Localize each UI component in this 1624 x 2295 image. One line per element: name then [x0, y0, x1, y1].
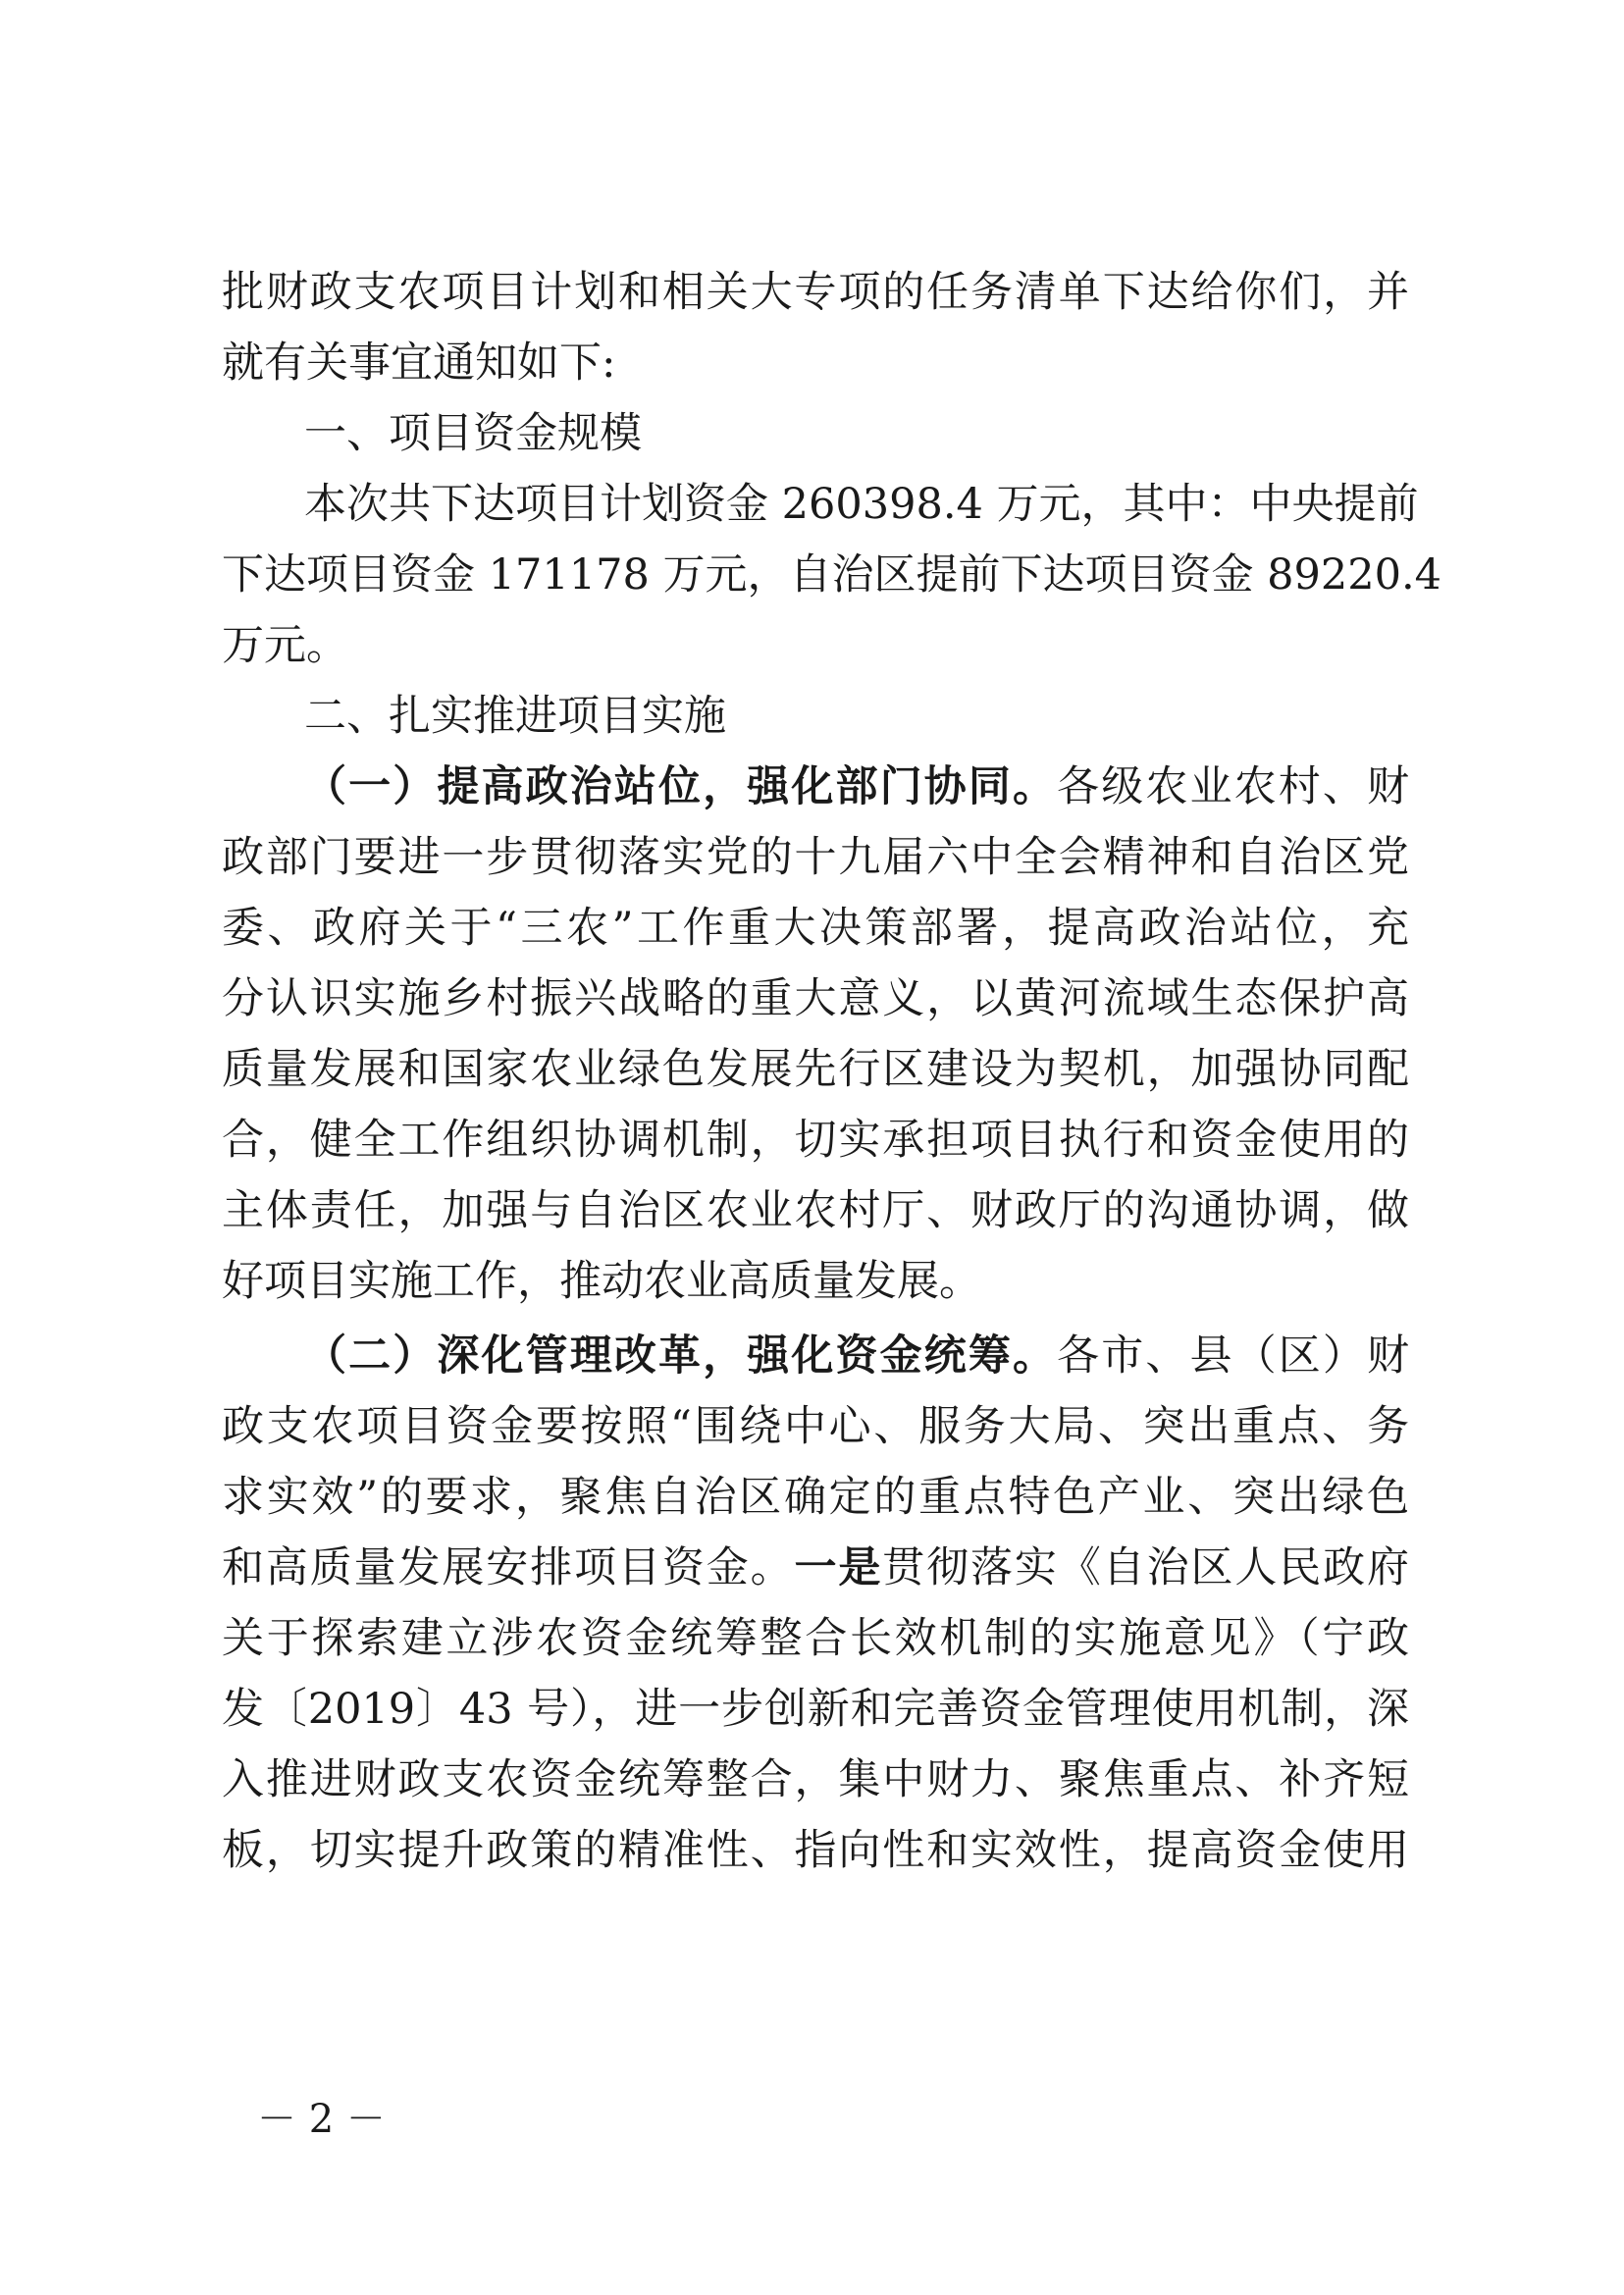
paragraph-line: 板，切实提升政策的精准性、指向性和实效性，提高资金使用 — [222, 1826, 1409, 1875]
paragraph-line: 批财政支农项目计划和相关大专项的任务清单下达给你们，并 — [222, 268, 1409, 317]
paragraph-line: 关于探索建立涉农资金统筹整合长效机制的实施意见》（宁政 — [222, 1614, 1409, 1663]
subsection-line-2 — [304, 1321, 1409, 1391]
subsection-title-2: （二）深化管理改革，强化资金统筹。 — [304, 1331, 1058, 1381]
paragraph-line: 委、政府关于“三农”工作重大决策部署，提高政治站位，充 — [222, 904, 1409, 953]
paragraph-line: 入推进财政支农资金统筹整合，集中财力、聚焦重点、补齐短 — [222, 1755, 1409, 1804]
paragraph-line: 好项目实施工作，推动农业高质量发展。 — [222, 1257, 981, 1306]
paragraph-line: 就有关事宜通知如下: — [222, 339, 616, 388]
paragraph-line: 发〔2019〕43 号），进一步创新和完善资金管理使用机制，深 — [222, 1685, 1409, 1734]
paragraph-text: 和高质量发展安排项目资金。 — [222, 1543, 795, 1592]
paragraph-line: 主体责任，加强与自治区农业农村厅、财政厅的沟通协调，做 — [222, 1186, 1409, 1235]
paragraph-text: 各级农业农村、财 — [1057, 762, 1409, 811]
paragraph-line: 求实效”的要求，聚焦自治区确定的重点特色产业、突出绿色 — [222, 1473, 1409, 1522]
paragraph-text: 贯彻落实《自治区人民政府 — [882, 1543, 1410, 1592]
subsection-title-1: （一）提高政治站位，强化部门协同。 — [304, 762, 1058, 811]
paragraph-text: 各市、县（区）财 — [1057, 1331, 1409, 1381]
paragraph-line: 合，健全工作组织协调机制，切实承担项目执行和资金使用的 — [222, 1116, 1409, 1165]
emphasis-lead: 一是 — [794, 1543, 883, 1592]
paragraph-line: 质量发展和国家农业绿色发展先行区建设为契机，加强协同配 — [222, 1045, 1409, 1094]
paragraph-line: 本次共下达项目计划资金 260398.4 万元，其中：中央提前 — [304, 480, 1419, 529]
page-number: － 2 － — [257, 2097, 386, 2142]
section-heading-2: 二、扎实推进项目实施 — [304, 692, 726, 741]
paragraph-line — [222, 1533, 1409, 1603]
paragraph-line: 万元。 — [222, 621, 348, 670]
subsection-line-1 — [304, 752, 1409, 822]
paragraph-line: 分认识实施乡村振兴战略的重大意义，以黄河流域生态保护高 — [222, 974, 1409, 1023]
paragraph-line: 政支农项目资金要按照“围绕中心、服务大局、突出重点、务 — [222, 1402, 1409, 1451]
section-heading-1: 一、项目资金规模 — [304, 409, 642, 458]
paragraph-line: 政部门要进一步贯彻落实党的十九届六中全会精神和自治区党 — [222, 833, 1409, 882]
paragraph-line: 下达项目资金 171178 万元，自治区提前下达项目资金 89220.4 — [222, 550, 1441, 600]
